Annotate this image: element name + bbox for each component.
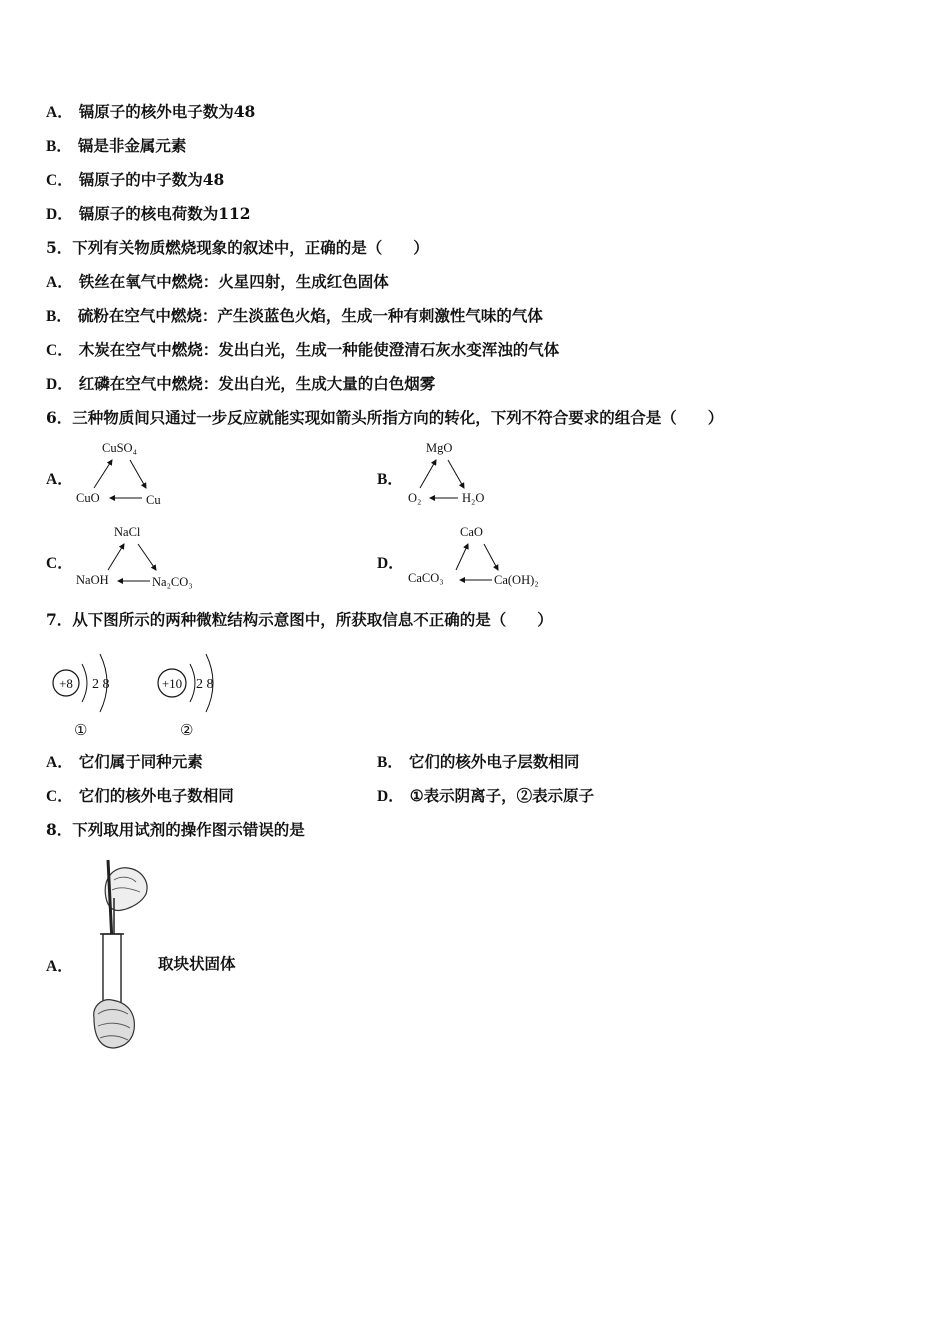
particle-label: ② [180,723,194,739]
formula-left: CuO [76,491,100,505]
q5-option-c [46,340,559,361]
q6-option-c-letter: C． [46,555,73,572]
particle-1 [53,654,110,739]
q4-option-b [46,136,186,157]
option-letter: D． [46,206,73,223]
shell-electrons: 2 8 [92,677,110,692]
q5-option-a [46,272,389,293]
q6-option-a-diagram [72,438,182,510]
q4-option-a [46,102,255,123]
arrow-top-to-right [484,544,498,570]
option-letter: B． [46,138,72,155]
arrow-left-to-top [456,544,468,570]
q7-option-b [377,752,579,773]
q6-option-a-letter: A． [46,471,73,488]
shell-electrons: 2 8 [196,677,214,692]
option-text: 镉是非金属元素 [77,136,187,155]
formula-right: Cu [146,493,161,507]
arrow-left-to-top [108,544,124,570]
formula-top: NaCl [114,525,141,539]
lower-hand [94,1000,135,1048]
q5-stem: 5．下列有关物质燃烧现象的叙述中，正确的是（ ） [46,238,429,257]
option-letter: A． [46,274,73,291]
option-letter: A． [46,104,73,121]
formula-right: H₂O [462,491,485,505]
option-letter: C． [46,172,73,189]
option-letter: D． [46,376,73,393]
arrow-left-to-top [420,460,436,488]
option-letter: B． [377,754,403,771]
formula-right: Na₂CO₃ [152,575,193,589]
q6-option-b-letter: B． [377,471,403,488]
formula-left: CaCO₃ [408,571,444,585]
option-text: 红磷在空气中燃烧：发出白光，生成大量的白色烟雾 [78,374,436,393]
q4-option-d [46,204,251,225]
formula-top: CaO [460,525,483,539]
arrow-top-to-right [448,460,464,488]
particle-2 [158,654,214,739]
option-letter: B． [46,308,72,325]
option-text: 铁丝在氧气中燃烧：火星四射，生成红色固体 [78,272,389,291]
option-text: 它们属于同种元素 [78,752,203,771]
q8-option-a-letter: A． [46,958,73,975]
formula-top: MgO [426,441,453,455]
q8-stem: 8．下列取用试剂的操作图示错误的是 [46,820,305,839]
q6-option-d-letter: D． [377,555,404,572]
q6-option-b-diagram [404,438,514,510]
formula-left: NaOH [76,573,109,587]
q6-option-d-diagram [404,520,554,592]
option-text: 镉原子的中子数为48 [78,170,225,189]
q6-option-c-diagram [72,520,202,592]
option-text: ①表示阴离子，②表示原子 [409,786,595,805]
option-letter: D． [377,788,404,805]
arrow-top-to-right [130,460,146,488]
q5-option-d [46,374,435,395]
q6-stem: 6．三种物质间只通过一步反应就能实现如箭头所指方向的转化，下列不符合要求的组合是（ ） [46,408,724,427]
q7-stem: 7．从下图所示的两种微粒结构示意图中，所获取信息不正确的是（ ） [46,610,553,629]
option-letter: C． [46,788,73,805]
nucleus-charge: +8 [59,676,73,691]
q7-option-d [377,786,594,807]
electron-shell-arc [82,664,87,702]
formula-top: CuSO₄ [102,441,137,455]
option-text: 它们的核外电子层数相同 [408,752,580,771]
electron-shell-arc [190,664,195,702]
q8-option-a-illustration [84,858,156,1052]
option-text: 木炭在空气中燃烧：发出白光，生成一种能使澄清石灰水变浑浊的气体 [78,340,560,359]
particle-label: ① [74,723,88,739]
q5-option-b [46,306,543,327]
nucleus-charge: +10 [161,676,183,691]
q7-option-c [46,786,234,807]
option-letter: C． [46,342,73,359]
option-letter: A． [46,754,73,771]
q8-option-a-caption: 取块状固体 [158,954,236,973]
tweezers [108,860,112,942]
option-text: 硫粉在空气中燃烧：产生淡蓝色火焰，生成一种有刺激性气味的气体 [77,306,543,325]
formula-left: O₂ [408,491,422,505]
arrow-top-to-right [138,544,156,570]
arrow-left-to-top [94,460,112,488]
option-text: 镉原子的核电荷数为112 [78,204,251,223]
formula-right: Ca(OH)₂ [494,573,539,587]
option-text: 它们的核外电子数相同 [78,786,234,805]
q7-particle-diagrams [46,646,246,742]
q7-option-a [46,752,203,773]
option-text: 镉原子的核外电子数为48 [78,102,256,121]
q4-option-c [46,170,224,191]
test-tube [103,934,121,1006]
